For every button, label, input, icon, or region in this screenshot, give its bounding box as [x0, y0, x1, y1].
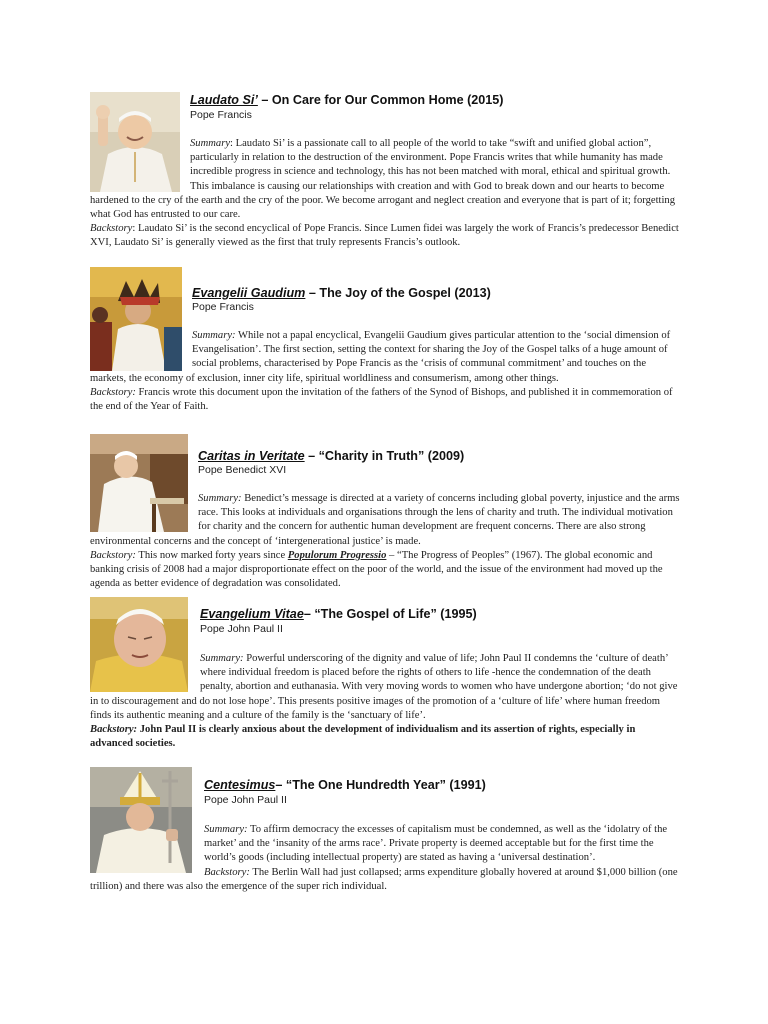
- encyclical-author: Pope Francis: [190, 109, 252, 121]
- encyclical-heading: [198, 449, 464, 463]
- backstory-text-b: – “The Progress of Peoples” (1967). The global economic and banking crisis of 2008 had a major disproportionate effect on the poor of the world, and the issue of the environment had moved up the agenda as better evidence of degradation was consolidated.: [90, 549, 663, 590]
- entry-body: [90, 492, 680, 591]
- encyclical-author: Pope John Paul II: [204, 794, 287, 806]
- encyclical-title: Laudato Si’: [190, 93, 258, 107]
- entry-laudato-si: [90, 92, 680, 262]
- encyclical-title: Centesimus: [204, 778, 276, 792]
- backstory-text: John Paul II is clearly anxious about the development of individualism and its assertion of rights, especially in advanced societies.: [90, 724, 636, 750]
- entry-evangelium-vitae: [90, 597, 680, 767]
- backstory-label: Backstory: [90, 223, 133, 235]
- summary-label: Summary: [190, 138, 231, 149]
- backstory-text: The Berlin Wall had just collapsed; arms expenditure globally hovered at around $1,000 billion (one trillion) and there was also the emergence of the super rich individual.: [90, 866, 678, 892]
- summary-text: To affirm democracy the excesses of capitalism must be condemned, as well as the ‘idolatry of the market’ and the ‘insanity of the arms race’. Private property is deemed acceptable but for the first time the world’s goods (including intellectual property) are stated as having a ‘universal destination’.: [204, 824, 668, 864]
- entry-body: [90, 329, 680, 414]
- encyclical-title: Evangelium Vitae: [200, 607, 304, 621]
- summary-label: Summary:: [198, 493, 242, 504]
- summary-text: Benedict’s message is directed at a variety of concerns including global poverty, injustice and the arms race. This looks at individuals and organisations through the lens of charity and truth. The individual motivation for charity and the concern for authentic human development are frequent concerns. There are also strong environmental concerns and the concept of ‘intergenerational justice’ is made.: [90, 493, 680, 547]
- backstory-label: Backstory:: [90, 549, 136, 561]
- encyclical-title: Evangelii Gaudium: [192, 286, 306, 300]
- encyclical-heading: [192, 286, 491, 300]
- summary-text: : Laudato Si’ is a passionate call to all people of the world to take “swift and unified global action”, particularly in relation to the destruction of the environment. Pope Francis writes that while humanity has made incredible progress in science and technology, this has not been matched with moral, ethical and spiritual growth. This imbalance is causing our relationships with creation and with God to break down and our hearts to become hardened to the cry of the earth and the cry of the poor. We become arrogant and neglect creation and everyone that is part of it; forgetting what God has entrusted to our care.: [90, 138, 676, 221]
- encyclical-heading: [200, 607, 477, 621]
- summary-text: Powerful underscoring of the dignity and value of life; John Paul II condemns the ‘culture of death’ where individual freedom is placed before the rights of others to life -hence the condemnation of the death penalty, abortion and euthanasia. With very moving words to women who have undergone abortion; ‘do not give in to discouragement and do not lose hope’. This presents positive images of the promotion of a ‘culture of life’ where human freedom finds its authentic meaning and a culture of the family is the ‘sanctuary of life’.: [90, 653, 678, 721]
- backstory-label: Backstory:: [90, 386, 136, 398]
- backstory-label: Backstory:: [204, 866, 250, 878]
- entry-caritas-in-veritate: [90, 434, 680, 594]
- entry-body: [90, 652, 680, 751]
- encyclical-subtitle: – On Care for Our Common Home (2015): [257, 93, 504, 107]
- encyclical-subtitle: – “The Gospel of Life” (1995): [303, 607, 477, 621]
- entry-centesimus: [90, 767, 680, 912]
- populorum-progressio-reference: Populorum Progressio: [287, 549, 387, 561]
- backstory-text-a: This now marked forty years since: [135, 549, 288, 561]
- backstory-label: Backstory:: [90, 724, 138, 736]
- summary-label: Summary:: [204, 824, 248, 835]
- entry-body: [90, 137, 680, 251]
- encyclical-subtitle: – The Joy of the Gospel (2013): [305, 286, 491, 300]
- encyclical-author: Pope John Paul II: [200, 623, 283, 635]
- encyclical-heading: [190, 93, 504, 107]
- encyclical-subtitle: – “The One Hundredth Year” (1991): [275, 778, 486, 792]
- entry-evangelii-gaudium: [90, 267, 680, 429]
- encyclical-heading: [204, 778, 486, 792]
- encyclical-title: Caritas in Veritate: [198, 449, 305, 463]
- entry-body: [90, 823, 680, 894]
- backstory-text: Francis wrote this document upon the invitation of the fathers of the Synod of Bishops, and published it in commemoration of the end of the Year of Faith.: [90, 386, 673, 413]
- summary-label: Summary:: [200, 653, 244, 664]
- backstory-text: : Laudato Si’ is the second encyclical of Pope Francis. Since Lumen fidei was largely the work of Francis’s predecessor Benedict XVI, Laudato Si’ is generally viewed as the first that truly represents Francis’s outlook.: [90, 223, 679, 249]
- encyclical-author: Pope Benedict XVI: [198, 464, 287, 476]
- encyclical-subtitle: – “Charity in Truth” (2009): [304, 449, 465, 463]
- summary-label: Summary:: [192, 330, 236, 341]
- summary-text: While not a papal encyclical, Evangelii Gaudium gives particular attention to the ‘social dimension of Evangelisation’. The first section, setting the context for sharing the Joy of the Gospel talks of a huge amount of social problems, characterised by Pope Francis as the ‘crisis of communal commitment’ and touches on the markets, the economy of exclusion, inner city life, spiritual worldliness and consumerism, among other things.: [90, 330, 671, 384]
- encyclical-author: Pope Francis: [192, 301, 254, 313]
